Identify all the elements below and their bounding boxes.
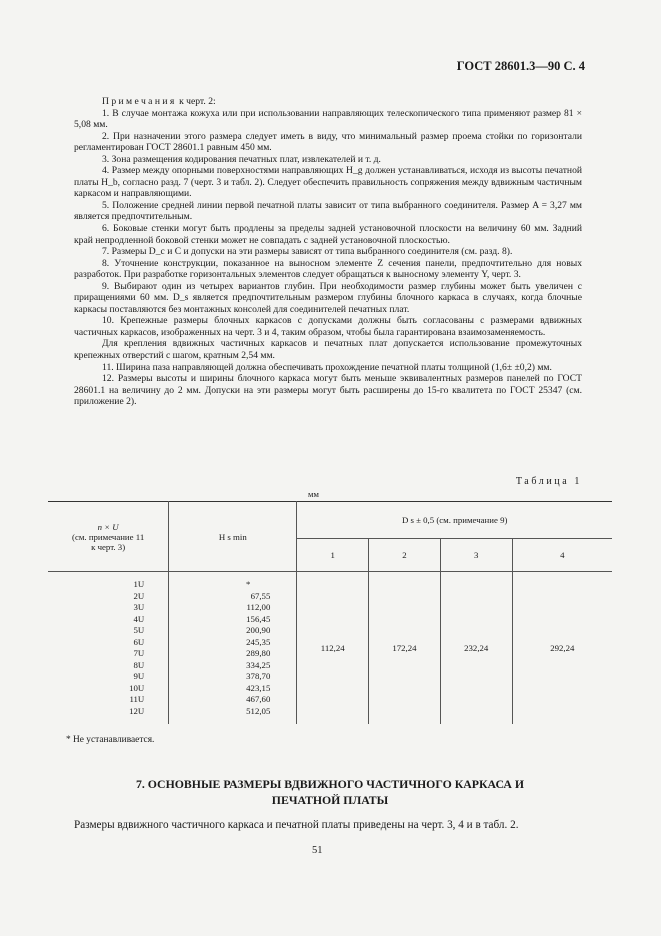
ds-value-2: 172,24 xyxy=(369,572,441,724)
section-heading-line2: ПЕЧАТНОЙ ПЛАТЫ xyxy=(271,793,389,807)
note-8: 8. Уточнение конструкции, показанное на выносном элементе Z сечения панели, предпочтительно для новых разработок. При разработке горизонтальных элементов следует обращаться к выносному элементу Y, черт. 3. xyxy=(74,257,582,281)
table-row-u: 5U xyxy=(133,625,145,636)
table-row-u: 10U xyxy=(129,682,145,693)
u-column xyxy=(48,572,169,724)
note-1: 1. В случае монтажа кожуха или при использовании направляющих телескопического типа применяют размер 81 × 5,08 мм. xyxy=(74,107,582,131)
note-5: 5. Положение средней линии первой печатной платы зависит от типа выбранного соединителя. Размер A = 3,27 мм является предпочтительным. xyxy=(74,199,582,223)
ds-value-3: 232,24 xyxy=(440,572,512,724)
table-row-u: 1U xyxy=(133,579,145,589)
section-heading xyxy=(80,776,580,808)
col-hs-header: H s min xyxy=(169,502,297,572)
table-row-h: 467,60 xyxy=(246,694,271,705)
ds-value-4: 292,24 xyxy=(550,642,575,653)
table-row-h: 289,80 xyxy=(246,648,271,659)
table-row-u: 6U xyxy=(133,636,145,647)
closing-paragraph: Размеры вдвижного частичного каркаса и печатной платы приведены на черт. 3, 4 и в табл. 2. xyxy=(74,819,519,831)
note-7: 7. Размеры D_c и C и допуски на эти размеры зависят от типа выбранного соединителя (см. разд. 8). xyxy=(102,246,513,258)
table-row-u: 2U xyxy=(133,590,145,601)
table-row-u: 8U xyxy=(133,659,145,670)
hs-column xyxy=(169,572,297,724)
note-6: 6. Боковые стенки могут быть продлены за пределы задней установочной плоскости на величину 60 мм. Задний край непродленной боковой стенки может не совпадать с задней установочной плоскостью. xyxy=(74,223,582,246)
notes-block xyxy=(74,96,582,408)
table-row-u: 7U xyxy=(133,648,145,659)
notes-title xyxy=(74,96,582,108)
sub-header-4: 4 xyxy=(512,539,612,572)
table-label: Таблица 1 xyxy=(515,476,582,487)
table-row-h: 334,25 xyxy=(246,659,271,670)
sub-header-1: 1 xyxy=(297,539,369,572)
table-row-h: 156,45 xyxy=(246,613,271,624)
table-row-h: 378,70 xyxy=(246,671,271,682)
page-number: 51 xyxy=(312,845,323,856)
table-row-h: * xyxy=(245,579,251,589)
page-header: ГОСТ 28601.3—90 С. 4 xyxy=(456,59,585,73)
table-footnote: * Не устанавливается. xyxy=(66,735,155,745)
table-row-h: 423,15 xyxy=(246,682,271,693)
table-row-h: 200,90 xyxy=(246,625,271,636)
dimensions-table xyxy=(48,501,612,724)
note-3: 3. Зона размещения кодирования печатных плат, извлекателей и т. д. xyxy=(102,153,381,165)
table-row-u: 3U xyxy=(133,602,145,613)
table-row-u: 4U xyxy=(133,613,145,624)
note-12: 12. Размеры высоты и ширины блочного каркаса могут быть меньше эквивалентных размеров панелей по ГОСТ 28601.1 на величину до 2 мм. Допуски на эти размеры могут быть расширены до 15-го квалитета по ГОСТ 25347 (см. приложение 2). xyxy=(74,373,582,408)
ds-value-1: 112,24 xyxy=(297,572,369,724)
table-row-h: 112,00 xyxy=(246,602,271,613)
table-units: мм xyxy=(308,489,319,499)
sub-header-3: 3 xyxy=(440,539,512,572)
table-row-h: 245,35 xyxy=(246,636,271,647)
table-row-h: 512,05 xyxy=(246,706,271,717)
col-n-u-header-line3: к черт. 3) xyxy=(91,541,126,552)
note-9: 9. Выбирают один из четырех вариантов глубин. При необходимости размер глубины может быть увеличен с приращениями 60 мм. D_s является предпочтительным размером глубины блочного каркаса в случаях, когда блочные каркасы поставляются без монтажных консолей для соединителей печатных плат. xyxy=(74,280,582,315)
section-heading-line1: 7. ОСНОВНЫЕ РАЗМЕРЫ ВДВИЖНОГО ЧАСТИЧНОГО КАРКАСА И xyxy=(135,777,525,791)
notes-title-suffix: к черт. 2: xyxy=(176,96,216,107)
table-row-u: 9U xyxy=(133,671,145,682)
note-11: 11. Ширина паза направляющей должна обеспечивать прохождение печатной платы толщиной (1,6± ±0,2) мм. xyxy=(102,361,552,373)
table-row-u: 12U xyxy=(129,706,145,717)
notes-title-text: Примечания xyxy=(102,96,177,107)
col-n-u-header xyxy=(48,502,169,572)
group-ds-header: D s ± 0,5 (см. примечание 9) xyxy=(401,515,508,525)
note-10-extra: Для крепления вдвижных частичных каркасов и печатных плат допускается использование промежуточных крепежных отверстий с шагом, кратным 2,54 мм. xyxy=(74,338,582,362)
note-2: 2. При назначении этого размера следует иметь в виду, что минимальный размер проема стойки по горизонтали регламентирован ГОСТ 28601.1 равным 450 мм. xyxy=(74,130,582,154)
table-row-h: 67,55 xyxy=(250,590,271,601)
col-n-u-header-line2: (см. примечание 11 xyxy=(72,531,145,542)
note-10: 10. Крепежные размеры блочных каркасов с допусками должны быть согласованы с размерами вдвижных частичных каркасов, изображенных на черт. 3 и 4, таким образом, чтобы была гарантирована взаимозаменяемость. xyxy=(74,315,582,338)
col-n-u-header-line1: n × U xyxy=(97,521,119,532)
note-4: 4. Размер между опорными поверхностями направляющих H_g должен устанавливаться, исходя из высоты печатной платы H_b, согласно разд. 7 (черт. 3 и табл. 2). Следует обеспечить правильность сопряжения между вдвижным частичным каркасом и направляющими. xyxy=(74,165,582,200)
table-row-u: 11U xyxy=(129,694,145,705)
sub-header-2: 2 xyxy=(369,539,441,572)
